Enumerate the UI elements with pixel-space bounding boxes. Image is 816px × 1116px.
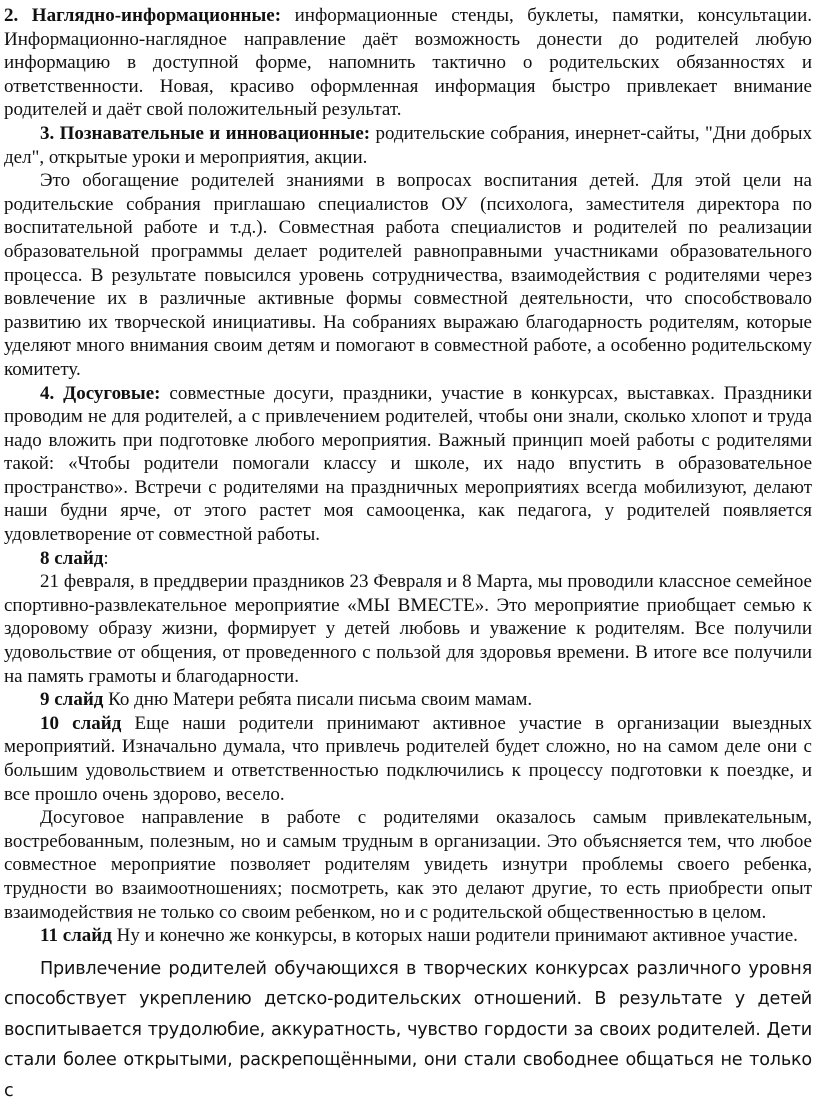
paragraph-text: совместные досуги, праздники, участие в конкурсах, выставках. Праздники проводим не для родителей, а с привлечением родителей, чтобы они знали, сколько хлопот и труда надо вложить при подготовке любого мероприятия. Важный принцип моей работы с родителями такой: «Чтобы родители помогали классу и школе, их надо впустить в образовательное пространство». Встречи с родителями на праздничных мероприятиях всегда мобилизуют, делают наши будни ярче, от этого растет моя самооценка, как педагога, у родителей появляется удовлетворение от совместной работы. — [4, 382, 812, 546]
section-label-cognitive: 3. Познавательные и инновационные: — [40, 122, 371, 144]
paragraph-visual-info — [4, 4, 812, 122]
paragraph-leisure — [4, 382, 812, 547]
paragraph-text: Еще наши родители принимают активное участие в организации выездных мероприятий. Изначально думала, что привлечь родителей будет сложно, но на самом деле они с большим удовольствием и ответственностью подключились к процессу подготовки к поездке, и все прошло очень здорово, весело. — [4, 712, 812, 805]
paragraph-slide-11 — [4, 924, 812, 948]
paragraph-text: Ну и конечно же конкурсы, в которых наши родители принимают активное участие. — [111, 925, 798, 947]
section-label-leisure: 4. Досуговые: — [40, 382, 161, 404]
slide-label-8: 8 слайд — [40, 547, 104, 569]
slide-label-10: 10 слайд — [40, 712, 122, 734]
paragraph-leisure-direction: Досуговое направление в работе с родителями оказалось самым привлекательным, востребованным, полезным, но и самым трудным в организации. Это объясняется тем, что любое совместное мероприятие позволяет родителям увидеть изнутри проблемы своего ребенка, трудности во взаимоотношениях; посмотреть, как это делают другие, то есть приобрести опыт взаимодействия не только со своим ребенком, но и с родительской общественностью в целом. — [4, 807, 812, 923]
paragraph-slide-10 — [4, 712, 812, 806]
paragraph-enrichment: Это обогащение родителей знаниями в вопросах воспитания детей. Для этой цели на родительские собрания приглашаю специалистов ОУ (психолога, заместителя директора по воспитательной работе и т.д.). Совместная работа специалистов и родителей по реализации образовательной программы делает родителей равноправными участниками образовательного процесса. В результате повысился уровень сотрудничества, взаимодействия с родителями через вовлечение их в различные активные формы совместной деятельности, что способствовало развитию их творческой инициативы. На собраниях выражаю благодарность родителям, которые уделяют много внимания своим детям и помогают в совместной работе, а особенно родительскому комитету. — [4, 170, 812, 380]
paragraph-cognitive — [4, 122, 812, 169]
paragraph-text: Ко дню Матери ребята писали письма своим мамам. — [103, 689, 533, 711]
paragraph-contests: Привлечение родителей обучающихся в творческих конкурсах различного уровня способствует укреплению детско-родительских отношений. В результате у детей воспитывается трудолюбие, аккуратность, чувство гордости за своих родителей. Дети стали более открытыми, раскрепощёнными, они стали свободнее общаться не только с — [4, 958, 812, 1101]
slide-label-9: 9 слайд — [40, 689, 104, 711]
paragraph-text: : — [103, 547, 109, 569]
section-label-visual-info: 2. Наглядно-информационные: — [4, 5, 282, 26]
paragraph-slide-8: 21 февраля, в преддверии праздников 23 Февраля и 8 Марта, мы проводили классное семейное спортивно-развлекательное мероприятие «МЫ ВМЕСТЕ». Это мероприятие приобщает семью к здоровому образу жизни, формирует у детей любовь и уважение к родителям. Все получили удовольствие от общения, от проведенного с пользой для здоровья времени. В итоге все получили на память грамоты и благодарности. — [4, 571, 812, 687]
paragraph-text: информационные стенды, буклеты, памятки, консультации. Информационно-наглядное направление даёт возможность донести до родителей любую информацию в доступной форме, напомнить тактично о родительских обязанностях и ответственности. Новая, красиво оформленная информация быстро привлекает внимание родителей и даёт свой положительный результат. — [4, 5, 812, 121]
paragraph-slide-9 — [4, 688, 812, 712]
paragraph-text: родительские собрания, инернет-сайты, "Дни добрых дел", открытые уроки и мероприятия, акции. — [4, 122, 813, 168]
paragraph-slide-8-heading — [4, 547, 812, 571]
slide-label-11: 11 слайд — [40, 925, 112, 947]
